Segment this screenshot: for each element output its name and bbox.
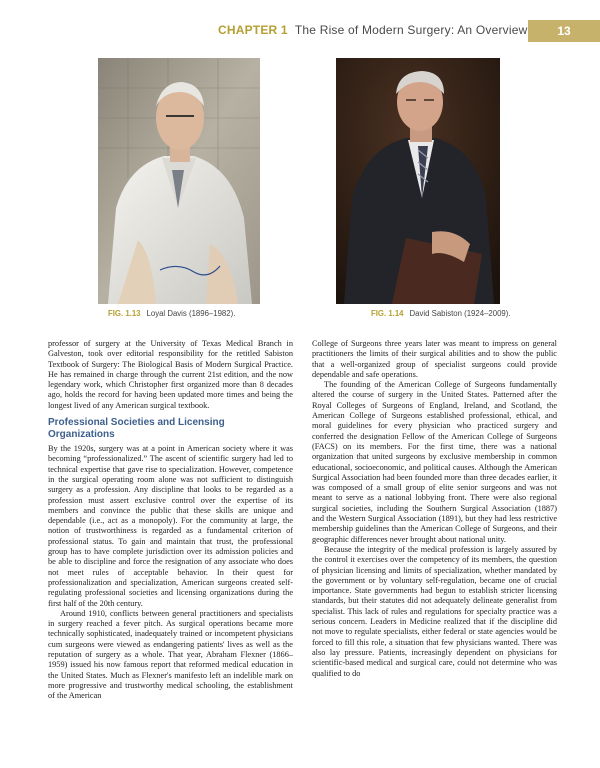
figure-label: FIG. 1.13 xyxy=(108,309,141,318)
left-text-column xyxy=(48,339,293,702)
figure-caption-1 xyxy=(108,309,235,318)
paragraph: College of Surgeons three years later was meant to impress on general practitioners the limits of their surgical abilities and to show the public that a well-organized group of specialist surgeons could provide dependable and safe operations. xyxy=(312,339,557,379)
section-heading: Professional Societies and Licensing Organizations xyxy=(48,417,225,441)
chapter-heading xyxy=(218,23,527,37)
chapter-label: CHAPTER 1 xyxy=(218,23,288,37)
portrait-loyal-davis xyxy=(98,58,260,304)
page-number: 13 xyxy=(528,20,600,42)
paragraph: professor of surgery at the University of Texas Medical Branch in Galveston, took over editorial responsibility for the retitled Sabiston Textbook of Surgery: The Biological Basis of Modern Surgical Practice. He has remained in charge through the current 21st edition, and the now legendary work, which Christopher first organized more than 8 decades ago, holds the record for having been updated more times and being the longest lived of any American surgical textbook. xyxy=(48,339,293,410)
figure-caption-2 xyxy=(371,309,511,318)
paragraph: The founding of the American College of Surgeons fundamentally altered the course of surgery in the United States. Patterned after the Royal Colleges of Surgeons of England, Ireland, and Scotland, the American College of Surgeons established professional, ethical, and moral guidelines for every physician who practiced surgery and conferred the designation Fellow of the American College of Surgeons (FACS) on its members. For the first time, there was a national organization that united surgeons by exclusive membership in common educational, socioeconomic, and political causes. Although the American Surgical Association had been founded more than three decades earlier, it was composed of a small group of elite senior surgeons and was not meant to serve as a national lobbying front. There were also regional surgical societies, including the Southern Surgical Association (1887) and the Western Surgical Association (1891), but they had less restrictive membership guidelines than the American College of Surgeons, and their geographic differences never brought about national unity. xyxy=(312,380,557,544)
figure-label: FIG. 1.14 xyxy=(371,309,404,318)
portrait-david-sabiston xyxy=(336,58,500,304)
running-header xyxy=(0,20,600,42)
paragraph: Because the integrity of the medical profession is largely assured by the control it exercises over the competency of its members, the question of physician licensing and limits of specialization, whether mandated by the government or by voluntary self-regulation, became one of crucial importance. State governments had begun to establish stricter licensing standards, but their statutes did not adequately delineate generalist from specialist. This lack of rules and regulations for specialty practice was a serious concern. Leaders in Medicine realized that if the discipline did not move to regulate specialists, either federal or state agencies would be forced to fill this role, a situation that few physicians wanted. There was also lay pressure. Patients, increasingly dependent on physicians for scientific-based medical and surgical care, could not determine who was qualified to do xyxy=(312,544,557,678)
figure-caption-text: David Sabiston (1924–2009). xyxy=(409,309,511,318)
chapter-title: The Rise of Modern Surgery: An Overview xyxy=(294,23,528,37)
paragraph: By the 1920s, surgery was at a point in American society where it was becoming “professionalized.” The ascent of scientific surgery had led to technical expertise that gave rise to specialization. However, competence in the surgical operating room alone was not sufficient to distinguish surgery as a profession. Any discipline that looks to be regarded as a profession must assert exclusive control over the expertise of its members and convince the public that these skills are unique and dependable (i.e., act as a monopoly). For the community at large, the notion of trustworthiness is regarded as a fundamental criterion of professional status. To gain and maintain that trust, the professional group has to have complete jurisdiction over its admission policies and be able to discipline and force the resignation of any associate who does not meet rules of acceptable behavior. In their quest for professionalization and specialization, American surgeons created self-regulating professional societies and licensing organizations during the first half of the 20th century. xyxy=(48,444,293,608)
right-text-column xyxy=(312,339,557,679)
figure-caption-text: Loyal Davis (1896–1982). xyxy=(146,309,236,318)
paragraph: Around 1910, conflicts between general practitioners and specialists in surgery reached a fever pitch. As surgical operations became more technically sophisticated, inadequately trained or incompetent physicians cum surgeons were viewed as endangering patients' lives as well as the reputation of surgery as a whole. That year, Abraham Flexner (1866–1959) issued his now famous report that reformed medical education in the United States. Much as Flexner's manifesto left an indelible mark on more progressive and trustworthy medical schooling, the establishment of the American xyxy=(48,608,293,701)
